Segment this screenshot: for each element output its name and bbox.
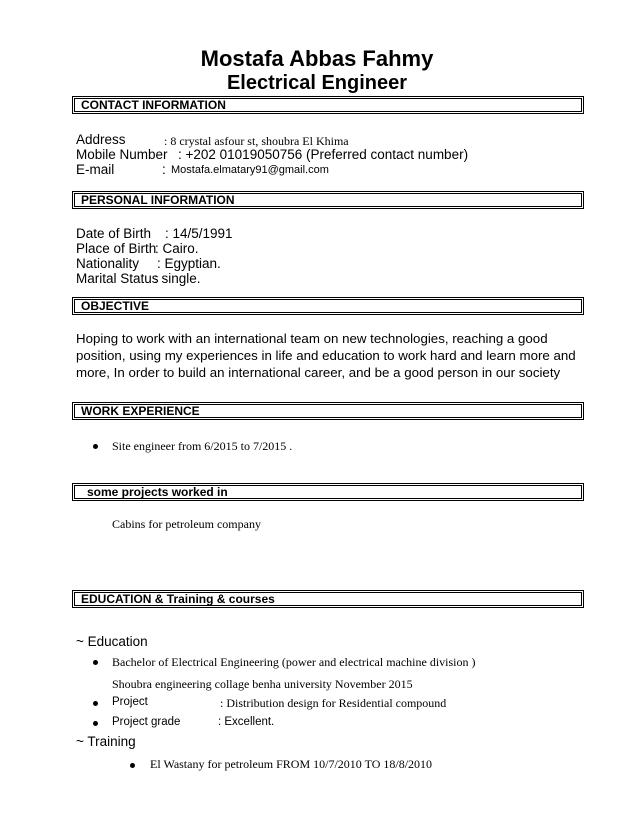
address-label: Address <box>76 132 126 147</box>
resume-name: Mostafa Abbas Fahmy <box>200 46 434 71</box>
address-value: : 8 crystal asfour st, shoubra El Khima <box>164 134 349 148</box>
mobile-value: : +202 01019050756 (Preferred contact number) <box>178 147 469 162</box>
email-label: E-mail <box>76 162 115 177</box>
email-colon: : <box>162 162 166 177</box>
job-title: Electrical Engineer <box>226 72 408 94</box>
training-item: El Wastany for petroleum FROM 10/7/2010 TO 18/8/2010 <box>150 757 433 771</box>
degree-text: Bachelor of Electrical Engineering (power and electrical machine division ) <box>112 655 476 669</box>
bullet-icon <box>93 701 98 706</box>
dob-value: : 14/5/1991 <box>165 226 233 241</box>
section-bar-projects <box>72 483 584 501</box>
bullet-icon <box>93 721 98 726</box>
nationality-label: Nationality <box>76 256 140 271</box>
objective-text: Hoping to work with an international team on new technologies, reaching a good position, using my experiences in life and education to work hard and learn more and more, In order to build an international career, and be a good person in our society <box>76 331 576 380</box>
training-title: ~ Training <box>76 734 136 749</box>
section-bar-work <box>72 402 584 420</box>
bullet-icon <box>130 763 135 768</box>
bullet-icon <box>93 660 98 665</box>
section-heading-work: WORK EXPERIENCE <box>81 404 200 418</box>
section-heading-projects: some projects worked in <box>87 485 228 499</box>
section-bar-contact <box>72 96 584 114</box>
section-heading-contact: CONTACT INFORMATION <box>81 98 226 112</box>
mobile-label: Mobile Number <box>76 147 168 162</box>
pob-label: Place of Birth <box>76 241 157 256</box>
email-value: Mostafa.elmatary91@gmail.com <box>171 164 329 176</box>
project-label: Project <box>112 696 148 708</box>
section-heading-personal: PERSONAL INFORMATION <box>81 193 235 207</box>
section-heading-objective: OBJECTIVE <box>81 299 150 313</box>
section-heading-education: EDUCATION & Training & courses <box>81 592 275 606</box>
section-bar-education <box>72 590 584 608</box>
grade-value: : Excellent. <box>218 716 275 728</box>
pob-value: : Cairo. <box>155 241 199 256</box>
section-bar-personal <box>72 191 584 209</box>
grade-label: Project grade <box>112 716 181 728</box>
bullet-icon <box>93 444 98 449</box>
section-bar-objective <box>72 297 584 315</box>
university-text: Shoubra engineering collage benha university November 2015 <box>112 677 413 691</box>
marital-value: : single. <box>154 271 201 286</box>
work-item: Site engineer from 6/2015 to 7/2015 . <box>112 439 293 453</box>
project-item: Cabins for petroleum company <box>112 517 261 531</box>
dob-label: Date of Birth <box>76 226 152 241</box>
marital-label: Marital Status <box>76 271 159 286</box>
education-title: ~ Education <box>76 634 148 649</box>
nationality-value: : Egyptian. <box>157 256 221 271</box>
project-value: : Distribution design for Residential compound <box>220 696 447 710</box>
